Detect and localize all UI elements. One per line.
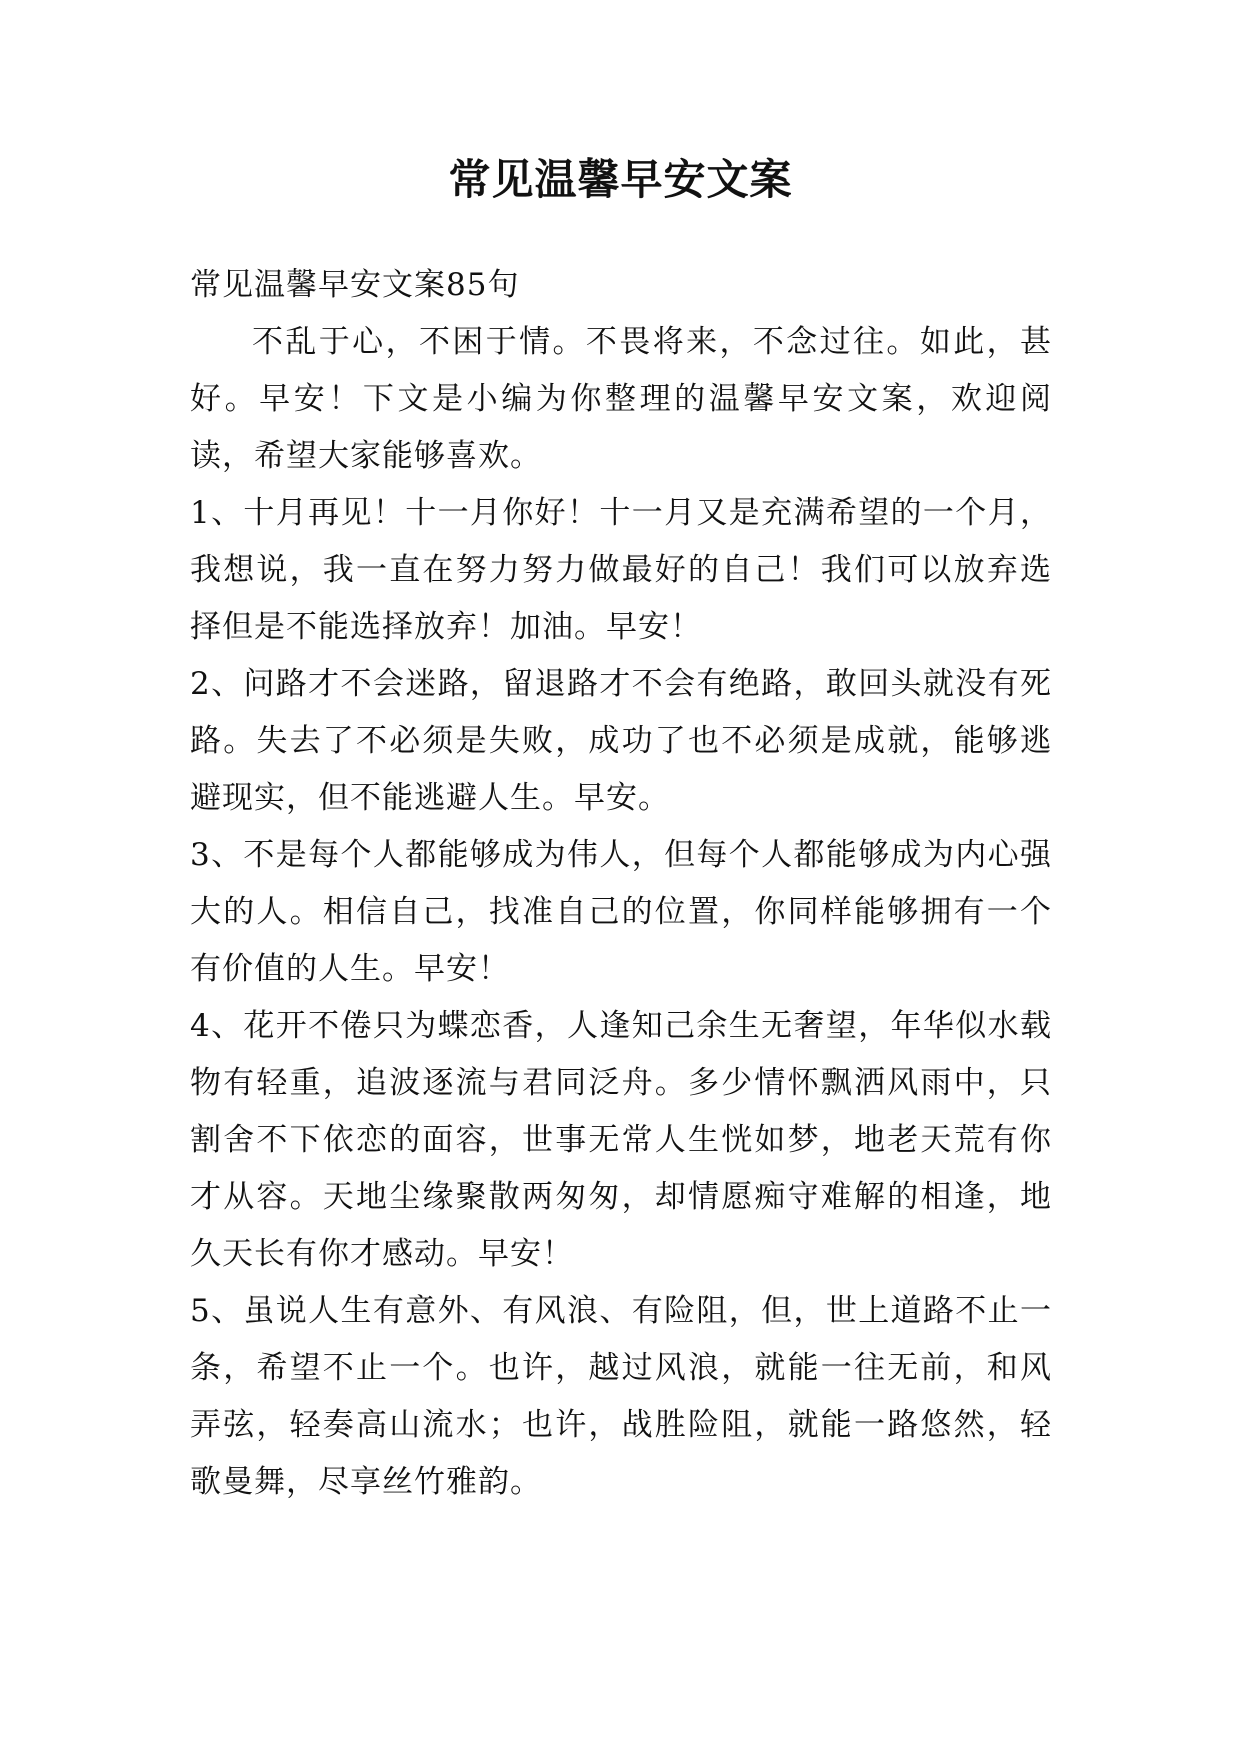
list-item: 3、不是每个人都能够成为伟人，但每个人都能够成为内心强大的人。相信自己，找准自己的位置，你同样能够拥有一个有价值的人生。早安！ — [190, 837, 1052, 987]
list-item: 4、花开不倦只为蝶恋香，人逢知己余生无奢望，年华似水载物有轻重，追波逐流与君同泛舟。多少情怀飘洒风雨中，只割舍不下依恋的面容，世事无常人生恍如梦，地老天荒有你才从容。天地尘缘聚散两匆匆，却情愿痴守难解的相逢，地久天长有你才感动。早安！ — [190, 1008, 1052, 1272]
list-item: 1、十月再见！十一月你好！十一月又是充满希望的一个月，我想说，我一直在努力努力做最好的自己！我们可以放弃选择但是不能选择放弃！加油。早安！ — [190, 495, 1052, 645]
document-subtitle: 常见温馨早安文案85句 — [190, 267, 520, 303]
list-item: 5、虽说人生有意外、有风浪、有险阻，但，世上道路不止一条，希望不止一个。也许，越过风浪，就能一往无前，和风弄弦，轻奏高山流水；也许，战胜险阻，就能一路悠然，轻歌曼舞，尽享丝竹雅韵。 — [190, 1293, 1052, 1500]
page-title: 常见温馨早安文案 — [448, 155, 793, 204]
intro-paragraph: 不乱于心，不困于情。不畏将来，不念过往。如此，甚好。早安！下文是小编为你整理的温馨早安文案，欢迎阅读，希望大家能够喜欢。 — [190, 324, 1052, 474]
list-item: 2、问路才不会迷路，留退路才不会有绝路，敢回头就没有死路。失去了不必须是失败，成功了也不必须是成就，能够逃避现实，但不能逃避人生。早安。 — [190, 666, 1052, 816]
document-body — [190, 257, 1052, 1511]
